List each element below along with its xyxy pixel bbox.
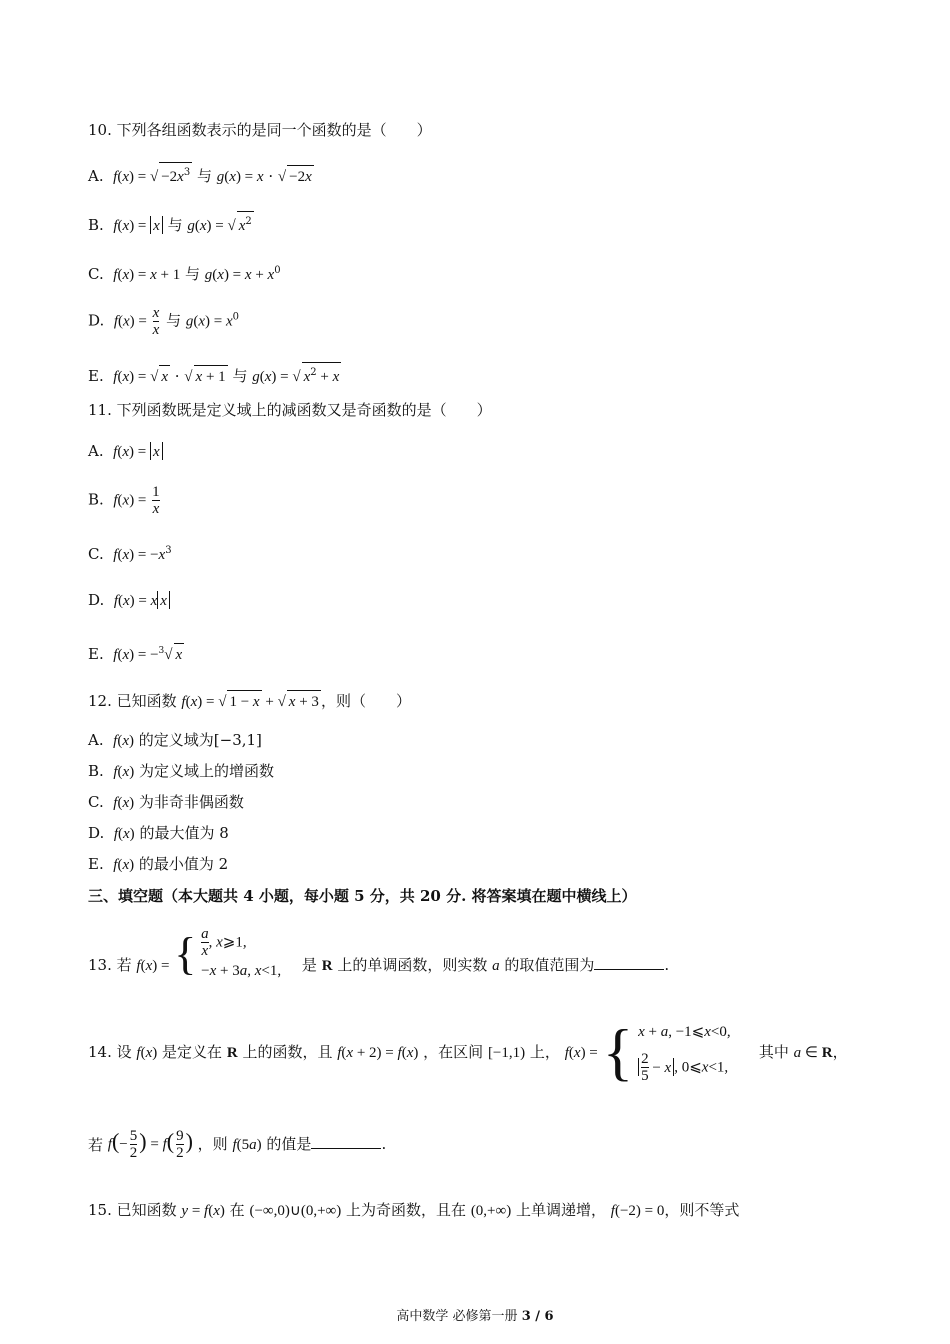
option-label: C. <box>88 545 104 563</box>
option-label: B. <box>88 762 104 780</box>
section-title <box>88 886 637 906</box>
q13-text-1: 是 <box>301 955 317 974</box>
q12-option-b: B. f(x) 为定义域上的增函数 <box>88 762 274 780</box>
q14-text-4: 上， <box>529 1042 560 1061</box>
q10-option-d: D. f(x) = $\frac{x}{x}$ 与 $g(x) = x^0$ <box>88 305 240 338</box>
q14-line2-mid: ，则 <box>197 1135 228 1153</box>
q12-stem-suffix: ，则（ ） <box>320 692 411 710</box>
q13-cases: $\frac{a}{x}$ , x⩾1, −x + 3a, x<1, <box>201 926 282 979</box>
option-label: E. <box>88 367 104 385</box>
q14-text-1: 是定义在 <box>162 1042 223 1061</box>
piecewise-brace: { <box>174 928 197 979</box>
option-text: 的最大值为 8 <box>139 824 229 842</box>
answer-blank[interactable] <box>594 955 664 970</box>
q14-text-2: 上的函数，且 <box>242 1042 333 1061</box>
piecewise-brace: { <box>602 1016 634 1087</box>
q14-text-3: ，在区间 <box>423 1042 484 1061</box>
page-number: 3 / 6 <box>521 1309 554 1324</box>
q15-text-1: 在 <box>229 1201 245 1219</box>
option-label: C. <box>88 265 104 283</box>
q15-text-3: 上单调递增， <box>516 1201 607 1219</box>
q14-cases: x + a, −1⩽x<0, $\frac{2}{5}$ − x , 0⩽x<1, <box>638 1024 731 1084</box>
q15-text-4: ，则不等式 <box>664 1201 740 1219</box>
q11-stem-text: 11. 下列函数既是定义域上的减函数又是奇函数的是（ ） <box>88 401 492 419</box>
q14-text-5: 其中 <box>758 1042 789 1061</box>
q13-text-2: 上的单调函数，则实数 <box>337 955 488 974</box>
q11-option-e: E. f(x) = −$^3$√ x <box>88 645 183 663</box>
q10-option-a: A. f(x) = √ $-2x^3$ 与 g(x) = x · √ −2x <box>88 162 314 187</box>
q10-option-b: B. f(x) = x 与 g(x) = √ $x^2$ <box>88 211 254 236</box>
option-label: D. <box>88 591 105 609</box>
q11-stem <box>88 400 492 420</box>
option-text: 的最小值为 2 <box>138 855 229 873</box>
q10-option-e: E. f(x) = √ x · √ x + 1 与 g(x) = √ $x^2 + x$ <box>88 362 341 387</box>
q12-option-a: A. f(x) 的定义域为[−3,1] <box>88 731 262 749</box>
q13-text-3: 的取值范围为 <box>504 955 595 974</box>
option-label: E. <box>88 645 104 663</box>
q11-option-b: B. f(x) = $\frac{1}{x}$ <box>88 484 160 517</box>
q11-option-d: D. f(x) = x x <box>88 590 170 611</box>
q12-option-d: D. f(x) 的最大值为 8 <box>88 824 229 842</box>
q14-prefix: 14. 设 <box>88 1042 132 1061</box>
q10-option-c: C. f(x) = x + 1 与 $g(x) = x + x^0$ <box>88 265 281 283</box>
q11-option-c: C. $f(x) = -x^3$ <box>88 545 172 563</box>
q15-stem: 15. 已知函数 y = f(x) 在 (−∞,0)∪(0,+∞) 上为奇函数，且在 (0,+∞) 上单调递增， f(−2) = 0，则不等式 <box>88 1201 740 1219</box>
option-label: B. <box>88 490 104 509</box>
q14-condition: 若 f(− $\frac{5}{2}$ ) = f( $\frac{9}{2}$ ) ，则 f(5a) 的值是 . <box>88 1128 387 1161</box>
q15-text-2: 上为奇函数，且在 <box>346 1201 467 1219</box>
option-label: A. <box>88 731 104 749</box>
q14-end: . <box>381 1135 387 1153</box>
q12-option-e: E. f(x) 的最小值为 2 <box>88 855 229 873</box>
q12-stem: 12. 已知函数 f(x) = √ 1 − x + √ x + 3 ，则（ ） <box>88 692 411 710</box>
q11-option-a: A. f(x) = x <box>88 441 163 462</box>
option-label: A. <box>88 442 104 460</box>
option-text: 为非奇非偶函数 <box>138 793 244 811</box>
answer-blank[interactable] <box>311 1134 381 1149</box>
q10-stem-text: 10. 下列各组函数表示的是同一个函数的是（ ） <box>88 121 432 139</box>
option-label: D. <box>88 311 105 330</box>
option-label: E. <box>88 855 104 873</box>
q13-end: . <box>664 955 670 974</box>
page-footer <box>0 1305 950 1324</box>
footer-text: 高中数学 必修第一册 <box>396 1309 518 1324</box>
section-title-text: 三、填空题（本大题共 4 小题，每小题 5 分，共 20 分. 将答案填在题中横线上） <box>88 887 637 905</box>
q13-stem: 13. 若 f(x) = { $\frac{a}{x}$ , x⩾1, −x + 3a, x<1, 是 R 上的单调函数，则实数 a 的取值范围为 . <box>88 926 669 992</box>
option-text: 的定义域为[−3,1] <box>138 731 262 749</box>
q15-prefix: 15. 已知函数 <box>88 1201 177 1219</box>
q14-line2-prefix: 若 <box>88 1135 104 1154</box>
option-label: B. <box>88 216 104 234</box>
q13-prefix: 13. 若 <box>88 956 132 974</box>
q10-stem <box>88 120 432 140</box>
option-label: A. <box>88 167 104 185</box>
q14-line2-suffix: 的值是 <box>266 1135 312 1153</box>
option-label: C. <box>88 793 104 811</box>
option-label: D. <box>88 824 105 842</box>
q12-stem-prefix: 12. 已知函数 <box>88 692 177 710</box>
q14-stem: 14. 设 f(x) 是定义在 R 上的函数，且 f(x + 2) = f(x) ，在区间 [−1,1) 上， f(x) = { x + a, −1⩽x<0, $\frac{2}{5}$ − x , 0⩽x<1, 其中 a ∈ R， <box>88 1016 848 1087</box>
option-text: 为定义域上的增函数 <box>138 762 274 780</box>
q12-option-c: C. f(x) 为非奇非偶函数 <box>88 793 244 811</box>
